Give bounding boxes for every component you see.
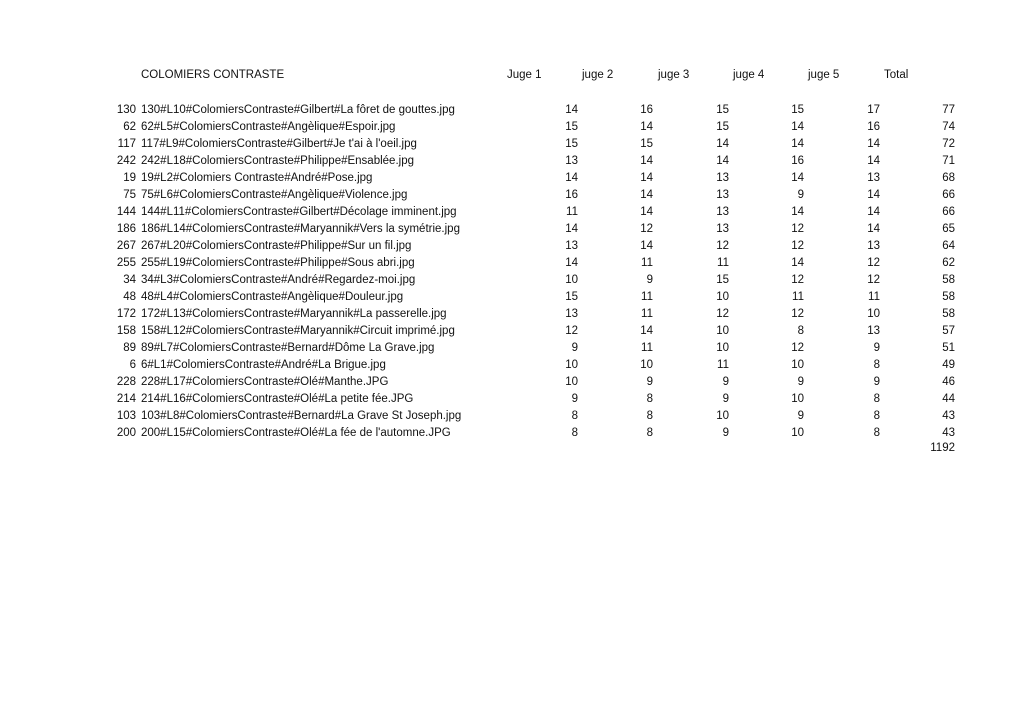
row-total: 72	[942, 138, 955, 150]
score-table	[0, 102, 1024, 442]
score-juge-5: 14	[867, 189, 880, 201]
column-header-juge-3: juge 3	[658, 69, 690, 81]
photo-filename: 34#L3#ColomiersContraste#André#Regardez-moi.jpg	[141, 274, 416, 286]
score-juge-1: 16	[565, 189, 578, 201]
score-juge-2: 14	[640, 121, 653, 133]
entry-id: 144	[116, 206, 136, 218]
row-total: 51	[942, 342, 955, 354]
row-total: 43	[942, 410, 955, 422]
score-juge-1: 14	[565, 172, 578, 184]
entry-id: 172	[116, 308, 136, 320]
score-juge-4: 9	[797, 376, 804, 388]
table-row	[0, 102, 1024, 119]
score-juge-4: 12	[791, 240, 804, 252]
score-juge-4: 16	[791, 155, 804, 167]
score-juge-3: 12	[716, 240, 729, 252]
row-total: 64	[942, 240, 955, 252]
score-juge-3: 10	[716, 410, 729, 422]
photo-filename: 144#L11#ColomiersContraste#Gilbert#Décolage imminent.jpg	[141, 206, 457, 218]
table-row	[0, 272, 1024, 289]
score-juge-3: 10	[716, 325, 729, 337]
photo-filename: 200#L15#ColomiersContraste#Olé#La fée de l'automne.JPG	[141, 427, 451, 439]
photo-filename: 214#L16#ColomiersContraste#Olé#La petite fée.JPG	[141, 393, 414, 405]
entry-id: 89	[123, 342, 136, 354]
table-row	[0, 204, 1024, 221]
score-juge-3: 15	[716, 104, 729, 116]
table-row	[0, 374, 1024, 391]
score-juge-1: 8	[571, 427, 578, 439]
score-juge-2: 11	[641, 342, 653, 354]
score-juge-5: 10	[867, 308, 880, 320]
table-row	[0, 153, 1024, 170]
row-total: 49	[942, 359, 955, 371]
row-total: 46	[942, 376, 955, 388]
score-juge-3: 15	[716, 121, 729, 133]
row-total: 65	[942, 223, 955, 235]
score-juge-4: 15	[791, 104, 804, 116]
score-juge-5: 8	[873, 427, 880, 439]
score-juge-4: 11	[792, 291, 804, 303]
photo-filename: 117#L9#ColomiersContraste#Gilbert#Je t'ai à l'oeil.jpg	[141, 138, 417, 150]
score-juge-5: 8	[873, 359, 880, 371]
score-juge-1: 15	[565, 138, 578, 150]
photo-filename: 19#L2#Colomiers Contraste#André#Pose.jpg	[141, 172, 373, 184]
photo-filename: 158#L12#ColomiersContraste#Maryannik#Circuit imprimé.jpg	[141, 325, 455, 337]
entry-id: 130	[116, 104, 136, 116]
score-juge-1: 13	[565, 155, 578, 167]
score-juge-3: 14	[716, 138, 729, 150]
column-header-juge-2: juge 2	[582, 69, 614, 81]
score-juge-4: 10	[791, 427, 804, 439]
score-juge-1: 14	[565, 223, 578, 235]
entry-id: 200	[116, 427, 136, 439]
score-juge-3: 12	[716, 308, 729, 320]
score-juge-3: 13	[716, 223, 729, 235]
entry-id: 6	[129, 359, 136, 371]
column-header-juge-4: juge 4	[733, 69, 765, 81]
column-header-total: Total	[884, 69, 909, 81]
entry-id: 186	[116, 223, 136, 235]
score-juge-5: 11	[868, 291, 880, 303]
row-total: 68	[942, 172, 955, 184]
score-juge-2: 8	[646, 410, 653, 422]
score-juge-2: 14	[640, 240, 653, 252]
score-juge-1: 10	[565, 359, 578, 371]
score-juge-2: 9	[646, 376, 653, 388]
row-total: 58	[942, 274, 955, 286]
score-juge-4: 12	[791, 342, 804, 354]
score-juge-5: 8	[873, 410, 880, 422]
score-juge-1: 8	[571, 410, 578, 422]
score-juge-4: 14	[791, 172, 804, 184]
entry-id: 117	[117, 138, 136, 150]
score-juge-1: 15	[565, 121, 578, 133]
score-juge-4: 12	[791, 308, 804, 320]
photo-filename: 89#L7#ColomiersContraste#Bernard#Dôme La Grave.jpg	[141, 342, 435, 354]
score-juge-2: 12	[640, 223, 653, 235]
entry-id: 103	[116, 410, 136, 422]
score-juge-2: 14	[640, 172, 653, 184]
score-juge-4: 10	[791, 393, 804, 405]
score-juge-3: 14	[716, 155, 729, 167]
score-juge-2: 11	[641, 257, 653, 269]
table-row	[0, 391, 1024, 408]
score-juge-3: 9	[722, 376, 729, 388]
photo-filename: 172#L13#ColomiersContraste#Maryannik#La passerelle.jpg	[141, 308, 447, 320]
table-row	[0, 408, 1024, 425]
score-juge-1: 9	[571, 342, 578, 354]
score-juge-2: 14	[640, 325, 653, 337]
score-juge-2: 8	[646, 393, 653, 405]
score-juge-3: 9	[722, 393, 729, 405]
score-juge-1: 10	[565, 376, 578, 388]
score-juge-4: 14	[791, 257, 804, 269]
score-juge-4: 8	[797, 325, 804, 337]
score-juge-5: 14	[867, 206, 880, 218]
score-juge-5: 8	[873, 393, 880, 405]
score-juge-5: 12	[867, 274, 880, 286]
entry-id: 19	[123, 172, 136, 184]
photo-filename: 255#L19#ColomiersContraste#Philippe#Sous abri.jpg	[141, 257, 415, 269]
photo-filename: 103#L8#ColomiersContraste#Bernard#La Grave St Joseph.jpg	[141, 410, 462, 422]
row-total: 66	[942, 189, 955, 201]
score-juge-4: 9	[797, 410, 804, 422]
entry-id: 62	[123, 121, 136, 133]
row-total: 62	[942, 257, 955, 269]
entry-id: 48	[123, 291, 136, 303]
table-row	[0, 136, 1024, 153]
grand-total: 1192	[930, 442, 955, 454]
score-juge-5: 13	[867, 172, 880, 184]
score-juge-4: 12	[791, 274, 804, 286]
row-total: 44	[942, 393, 955, 405]
table-row	[0, 425, 1024, 442]
sheet-title: COLOMIERS CONTRASTE	[141, 69, 285, 81]
score-juge-5: 14	[867, 138, 880, 150]
table-row	[0, 187, 1024, 204]
score-juge-5: 13	[867, 325, 880, 337]
score-juge-4: 10	[791, 359, 804, 371]
photo-filename: 186#L14#ColomiersContraste#Maryannik#Vers la symétrie.jpg	[141, 223, 460, 235]
table-row	[0, 340, 1024, 357]
score-juge-1: 11	[566, 206, 578, 218]
score-juge-5: 12	[867, 257, 880, 269]
photo-filename: 242#L18#ColomiersContraste#Philippe#Ensablée.jpg	[141, 155, 414, 167]
photo-filename: 6#L1#ColomiersContraste#André#La Brigue.jpg	[141, 359, 386, 371]
score-juge-4: 12	[791, 223, 804, 235]
photo-filename: 130#L10#ColomiersContraste#Gilbert#La fôret de gouttes.jpg	[141, 104, 455, 116]
score-juge-5: 14	[867, 155, 880, 167]
score-juge-3: 11	[717, 257, 729, 269]
photo-filename: 48#L4#ColomiersContraste#Angèlique#Douleur.jpg	[141, 291, 404, 303]
score-juge-2: 11	[641, 291, 653, 303]
score-juge-3: 15	[716, 274, 729, 286]
entry-id: 267	[116, 240, 136, 252]
entry-id: 255	[116, 257, 136, 269]
score-juge-4: 14	[791, 206, 804, 218]
column-header-juge-5: juge 5	[808, 69, 840, 81]
table-row	[0, 255, 1024, 272]
score-juge-3: 13	[716, 189, 729, 201]
entry-id: 214	[116, 393, 136, 405]
score-juge-2: 8	[646, 427, 653, 439]
score-juge-1: 12	[565, 325, 578, 337]
score-juge-1: 13	[565, 240, 578, 252]
row-total: 77	[942, 104, 955, 116]
photo-filename: 228#L17#ColomiersContraste#Olé#Manthe.JPG	[141, 376, 389, 388]
table-row	[0, 221, 1024, 238]
entry-id: 242	[116, 155, 136, 167]
score-juge-5: 14	[867, 223, 880, 235]
score-juge-1: 10	[565, 274, 578, 286]
row-total: 58	[942, 291, 955, 303]
row-total: 57	[942, 325, 955, 337]
score-juge-4: 9	[797, 189, 804, 201]
score-juge-3: 13	[716, 172, 729, 184]
row-total: 66	[942, 206, 955, 218]
score-juge-1: 14	[565, 257, 578, 269]
score-juge-3: 10	[716, 342, 729, 354]
score-juge-1: 13	[565, 308, 578, 320]
score-juge-2: 11	[641, 308, 653, 320]
row-total: 74	[942, 121, 955, 133]
score-juge-1: 9	[571, 393, 578, 405]
score-juge-5: 16	[867, 121, 880, 133]
score-juge-2: 10	[640, 359, 653, 371]
score-juge-2: 14	[640, 206, 653, 218]
entry-id: 75	[123, 189, 136, 201]
score-juge-5: 9	[873, 342, 880, 354]
score-juge-3: 10	[716, 291, 729, 303]
table-row	[0, 119, 1024, 136]
entry-id: 158	[116, 325, 136, 337]
score-juge-3: 13	[716, 206, 729, 218]
row-total: 43	[942, 427, 955, 439]
score-juge-2: 14	[640, 189, 653, 201]
table-row	[0, 238, 1024, 255]
entry-id: 34	[123, 274, 136, 286]
score-juge-1: 15	[565, 291, 578, 303]
table-row	[0, 170, 1024, 187]
table-row	[0, 323, 1024, 340]
table-row	[0, 289, 1024, 306]
score-juge-5: 13	[867, 240, 880, 252]
row-total: 58	[942, 308, 955, 320]
score-juge-3: 11	[717, 359, 729, 371]
score-juge-2: 16	[640, 104, 653, 116]
photo-filename: 75#L6#ColomiersContraste#Angèlique#Violence.jpg	[141, 189, 408, 201]
score-juge-4: 14	[791, 121, 804, 133]
photo-filename: 267#L20#ColomiersContraste#Philippe#Sur un fil.jpg	[141, 240, 412, 252]
row-total: 71	[942, 155, 955, 167]
photo-filename: 62#L5#ColomiersContraste#Angèlique#Espoir.jpg	[141, 121, 396, 133]
score-juge-3: 9	[722, 427, 729, 439]
score-juge-5: 9	[873, 376, 880, 388]
entry-id: 228	[116, 376, 136, 388]
score-juge-4: 14	[791, 138, 804, 150]
score-juge-5: 17	[867, 104, 880, 116]
score-juge-2: 15	[640, 138, 653, 150]
column-header-juge-1: Juge 1	[507, 69, 542, 81]
score-juge-2: 14	[640, 155, 653, 167]
score-juge-2: 9	[646, 274, 653, 286]
score-juge-1: 14	[565, 104, 578, 116]
table-row	[0, 306, 1024, 323]
table-row	[0, 357, 1024, 374]
